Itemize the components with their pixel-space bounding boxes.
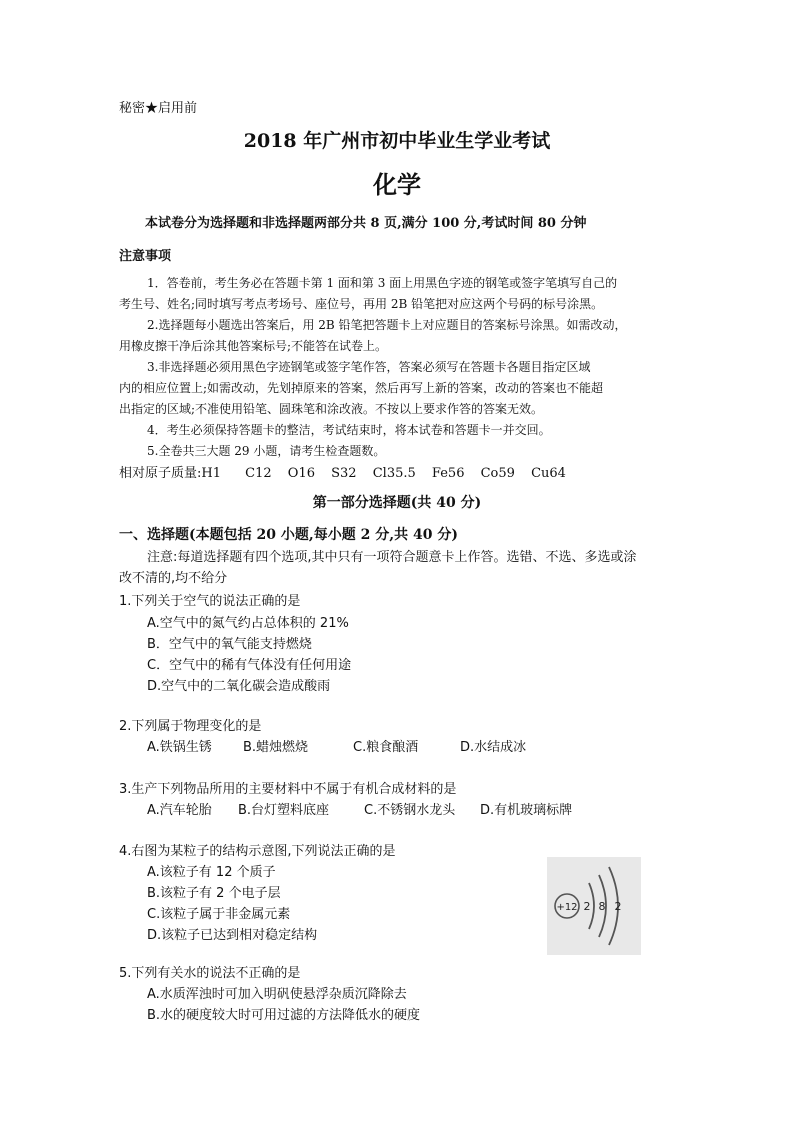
option: D.空气中的二氧化碳会造成酸雨 — [147, 679, 331, 694]
option: C.该粒子属于非金属元素 — [147, 907, 291, 922]
question-stem: 1.下列关于空气的说法正确的是 — [119, 594, 301, 609]
option: B.台灯塑料底座 — [238, 803, 330, 818]
atom-structure-diagram — [547, 857, 641, 955]
question-stem: 5.下列有关水的说法不正确的是 — [119, 966, 301, 981]
atom-structure-figure — [547, 857, 641, 955]
option: D.水结成冰 — [460, 740, 527, 755]
atomic-mass-item: Cl35.5 — [372, 466, 416, 481]
option: B．空气中的氧气能支持燃烧 — [147, 637, 312, 652]
confidential-mark: 秘密★启用前 — [119, 101, 198, 116]
notice-line: 3.非选择题必须用黑色字迹钢笔或签字笔作答，答案必须写在答题卡各题目指定区域 — [147, 360, 591, 374]
question-stem: 2.下列属于物理变化的是 — [119, 719, 262, 734]
atomic-mass-item: O16 — [287, 466, 315, 481]
subject-title: 化学 — [373, 170, 421, 199]
option: A.该粒子有 12 个质子 — [147, 865, 276, 880]
question-stem: 3.生产下列物品所用的主要材料中不属于有机合成材料的是 — [119, 782, 457, 797]
shell-electron-count: 8 — [598, 900, 606, 913]
nucleus-charge: +12 — [556, 902, 578, 913]
option: B.该粒子有 2 个电子层 — [147, 886, 281, 901]
notice-heading: 注意事项 — [119, 249, 172, 264]
exam-title: 2018 年广州市初中毕业生学业考试 — [243, 130, 551, 152]
atomic-mass-item: C12 — [245, 466, 272, 481]
option: D.有机玻璃标牌 — [480, 803, 573, 818]
atomic-masses-label: 相对原子质量:H1 — [119, 466, 221, 481]
atomic-masses — [119, 462, 566, 481]
option: B.蜡烛燃烧 — [243, 740, 309, 755]
section-note: 注意:每道选择题有四个选项,其中只有一项符合题意卡上作答。选错、不选、多选或涂 — [147, 550, 637, 565]
notice-line: 2.选择题每小题选出答案后，用 2B 铅笔把答题卡上对应题目的答案标号涂黑。如需改动， — [147, 318, 627, 332]
option: A.铁锅生锈 — [147, 740, 212, 755]
atomic-mass-item: S32 — [331, 466, 357, 481]
option: C．空气中的稀有气体没有任何用途 — [147, 658, 352, 673]
atomic-mass-item: Fe56 — [431, 466, 465, 481]
notice-line: 用橡皮擦干净后涂其他答案标号;不能答在试卷上。 — [119, 339, 388, 353]
notice-line: 出指定的区域;不准使用铅笔、圆珠笔和涂改液。不按以上要求作答的答案无效。 — [119, 402, 544, 416]
notice-line: 1．答卷前，考生务必在答题卡第 1 面和第 3 面上用黑色字迹的钢笔或签字笔填写自己的 — [147, 276, 618, 290]
atomic-mass-item: Cu64 — [531, 466, 566, 481]
section-note: 改不清的,均不给分 — [119, 571, 228, 586]
option: C.不锈钢水龙头 — [364, 803, 456, 818]
notice-line: 4．考生必须保持答题卡的整洁，考试结束时，将本试卷和答题卡一并交回。 — [147, 423, 551, 437]
question-stem: 4.右图为某粒子的结构示意图,下列说法正确的是 — [119, 844, 396, 859]
option: A.汽车轮胎 — [147, 803, 212, 818]
notice-line: 5.全卷共三大题 29 小题，请考生检查题数。 — [147, 444, 386, 458]
option: A.水质浑浊时可加入明矾使悬浮杂质沉降除去 — [147, 987, 407, 1002]
shell-electron-count: 2 — [614, 900, 622, 913]
option: D.该粒子已达到相对稳定结构 — [147, 928, 318, 943]
exam-intro: 本试卷分为选择题和非选择题两部分共 8 页,满分 100 分,考试时间 80 分钟 — [145, 216, 587, 231]
notice-line: 内的相应位置上;如需改动，先划掉原来的答案，然后再写上新的答案，改动的答案也不能超 — [119, 381, 604, 395]
section-title: 一、选择题(本题包括 20 小题,每小题 2 分,共 40 分) — [119, 527, 458, 543]
part1-title: 第一部分选择题(共 40 分) — [312, 495, 482, 511]
option: C.粮食酿酒 — [353, 740, 419, 755]
shell-electron-count: 2 — [583, 900, 591, 913]
notice-line: 考生号、姓名;同时填写考点考场号、座位号，再用 2B 铅笔把对应这两个号码的标号涂黑。 — [119, 297, 604, 311]
atomic-mass-item: Co59 — [480, 466, 515, 481]
option: B.水的硬度较大时可用过滤的方法降低水的硬度 — [147, 1008, 421, 1023]
option: A.空气中的氮气约占总体积的 21% — [147, 616, 349, 631]
